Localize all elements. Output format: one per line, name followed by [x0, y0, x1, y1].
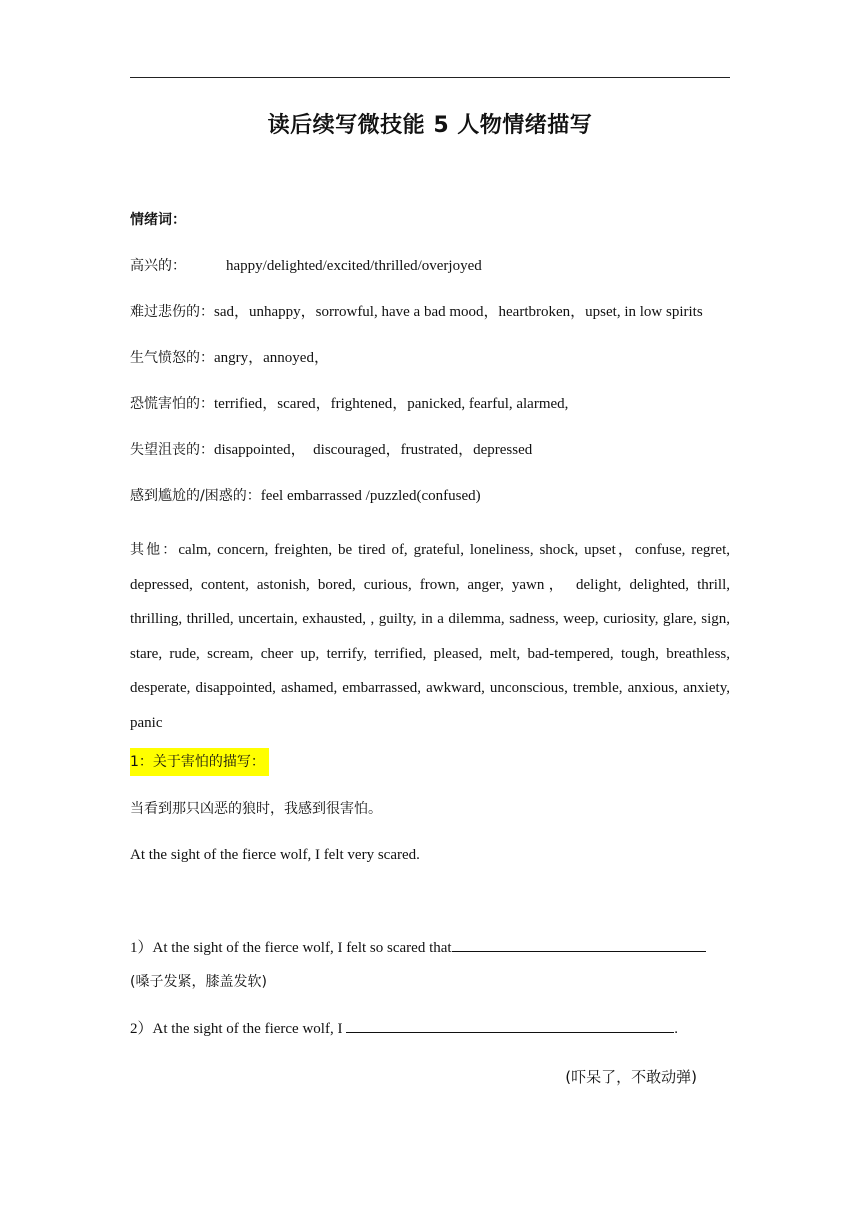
exercise-2-hint: (吓呆了，不敢动弹) — [565, 1068, 697, 1086]
exercise-2-blank[interactable] — [346, 1018, 674, 1033]
category-scared — [130, 394, 730, 414]
section-1-heading: 1：关于害怕的描写： — [130, 748, 269, 776]
example-chinese: 当看到那只凶恶的狼时，我感到很害怕。 — [130, 801, 382, 817]
emotion-words-heading: 情绪词： — [130, 212, 186, 228]
category-embarrassed — [130, 486, 730, 506]
section-1-heading-row — [130, 752, 730, 772]
category-words: terrified，scared，frightened，panicked, fearful, alarmed, — [214, 396, 569, 412]
others-words: calm, concern, freighten, be tired of, grateful, loneliness, shock, upset，confuse, regret, depressed, content, astonish, bored, curious, frown, anger, yawn， delight, delighted, thrill, thrilling, thrilled, uncertain, exhausted, , guilty, in a dilemma, sadness, weep, curiosity, glare, sign, stare, rude, scream, cheer up, terrify, terrified, pleased, melt, bad-tempered, tough, breathless, desperate, disappointed, ashamed, embarrassed, awkward, unconscious, tremble, anxious, anxiety, panic — [130, 542, 731, 731]
exercise-1-hint: (嗓子发紧，膝盖发软) — [130, 974, 267, 990]
exercise-2 — [130, 1018, 730, 1039]
other-emotion-words — [130, 533, 730, 741]
category-happy — [130, 256, 730, 276]
category-label: 失望沮丧的： — [130, 442, 214, 458]
category-angry — [130, 348, 730, 368]
category-label: 感到尴尬的/困惑的： — [130, 488, 261, 504]
others-label: 其他： — [130, 542, 179, 558]
exercise-2-text: 2）At the sight of the fierce wolf, I — [130, 1021, 347, 1037]
category-label: 恐慌害怕的： — [130, 396, 214, 412]
exercise-1-text: 1）At the sight of the fierce wolf, I felt so scared that — [130, 940, 452, 956]
category-words: feel embarrassed /puzzled(confused) — [260, 488, 481, 504]
category-words: angry，annoyed， — [214, 350, 329, 366]
page-title: 读后续写微技能 5 人物情绪描写 — [267, 113, 593, 138]
exercise-2-end: . — [674, 1021, 678, 1037]
category-words: happy/delighted/excited/thrilled/overjoyed — [226, 258, 482, 274]
category-label: 高兴的： — [130, 258, 186, 274]
category-words: disappointed， discouraged，frustrated，depressed — [214, 442, 533, 458]
category-words: sad，unhappy，sorrowful, have a bad mood，heartbroken，upset, in low spirits — [214, 304, 703, 320]
example-english: At the sight of the fierce wolf, I felt very scared. — [130, 847, 420, 863]
category-label: 生气愤怒的： — [130, 350, 214, 366]
header-rule — [130, 77, 730, 78]
exercise-1-blank[interactable] — [452, 937, 706, 952]
category-disappointed — [130, 440, 730, 460]
category-sad — [130, 302, 730, 322]
category-label: 难过悲伤的： — [130, 304, 214, 320]
exercise-1 — [130, 937, 730, 958]
